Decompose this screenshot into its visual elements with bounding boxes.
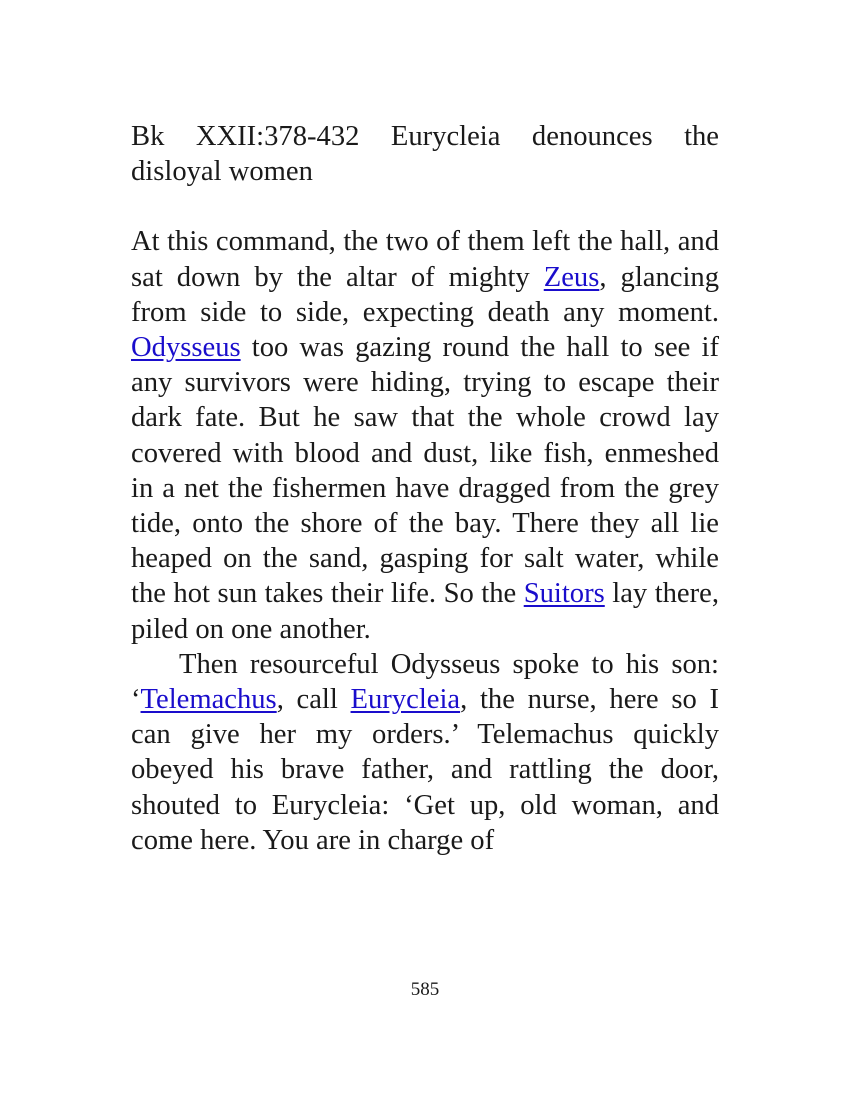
paragraph-text: , glancing from side to side, expecting death any moment. (131, 261, 719, 328)
link-zeus[interactable]: Zeus (543, 261, 600, 293)
paragraph-2 (131, 647, 719, 858)
paragraph-text: Then resourceful Odysseus spoke to his son: ‘ (131, 648, 719, 716)
paragraph-text: lay there, piled on one another. (131, 578, 719, 645)
paragraph-text: , call (276, 684, 351, 716)
body-text (131, 119, 719, 858)
paragraph-text: too was gazing round the hall to see if any survivors were hiding, trying to escape their dark fate. But he saw that the whole crowd lay covered with blood and dust, like fish, enmeshed in a net the fishermen have dragged from the grey tide, onto the shore of the bay. There they all lie heaped on the sand, gasping for salt water, while the hot sun takes their life. So the (131, 332, 719, 610)
section-heading: Bk XXII:378-432 Eurycleia denounces the disloyal women (131, 121, 719, 188)
page-number: 585 (410, 979, 440, 1000)
link-telemachus[interactable]: Telemachus (140, 684, 277, 716)
link-suitors[interactable]: Suitors (523, 578, 605, 610)
paragraph-text: At this command, the two of them left the hall, and sat down by the altar of mighty (131, 226, 719, 293)
paragraph-1 (131, 224, 719, 646)
paragraph-text: , the nurse, here so I can give her my orders.’ Telemachus quickly obeyed his brave father, and rattling the door, shouted to Eurycleia: ‘Get up, old woman, and come here. You are in charge of (131, 684, 719, 856)
link-eurycleia[interactable]: Eurycleia (350, 684, 461, 716)
link-odysseus[interactable]: Odysseus (131, 332, 241, 364)
